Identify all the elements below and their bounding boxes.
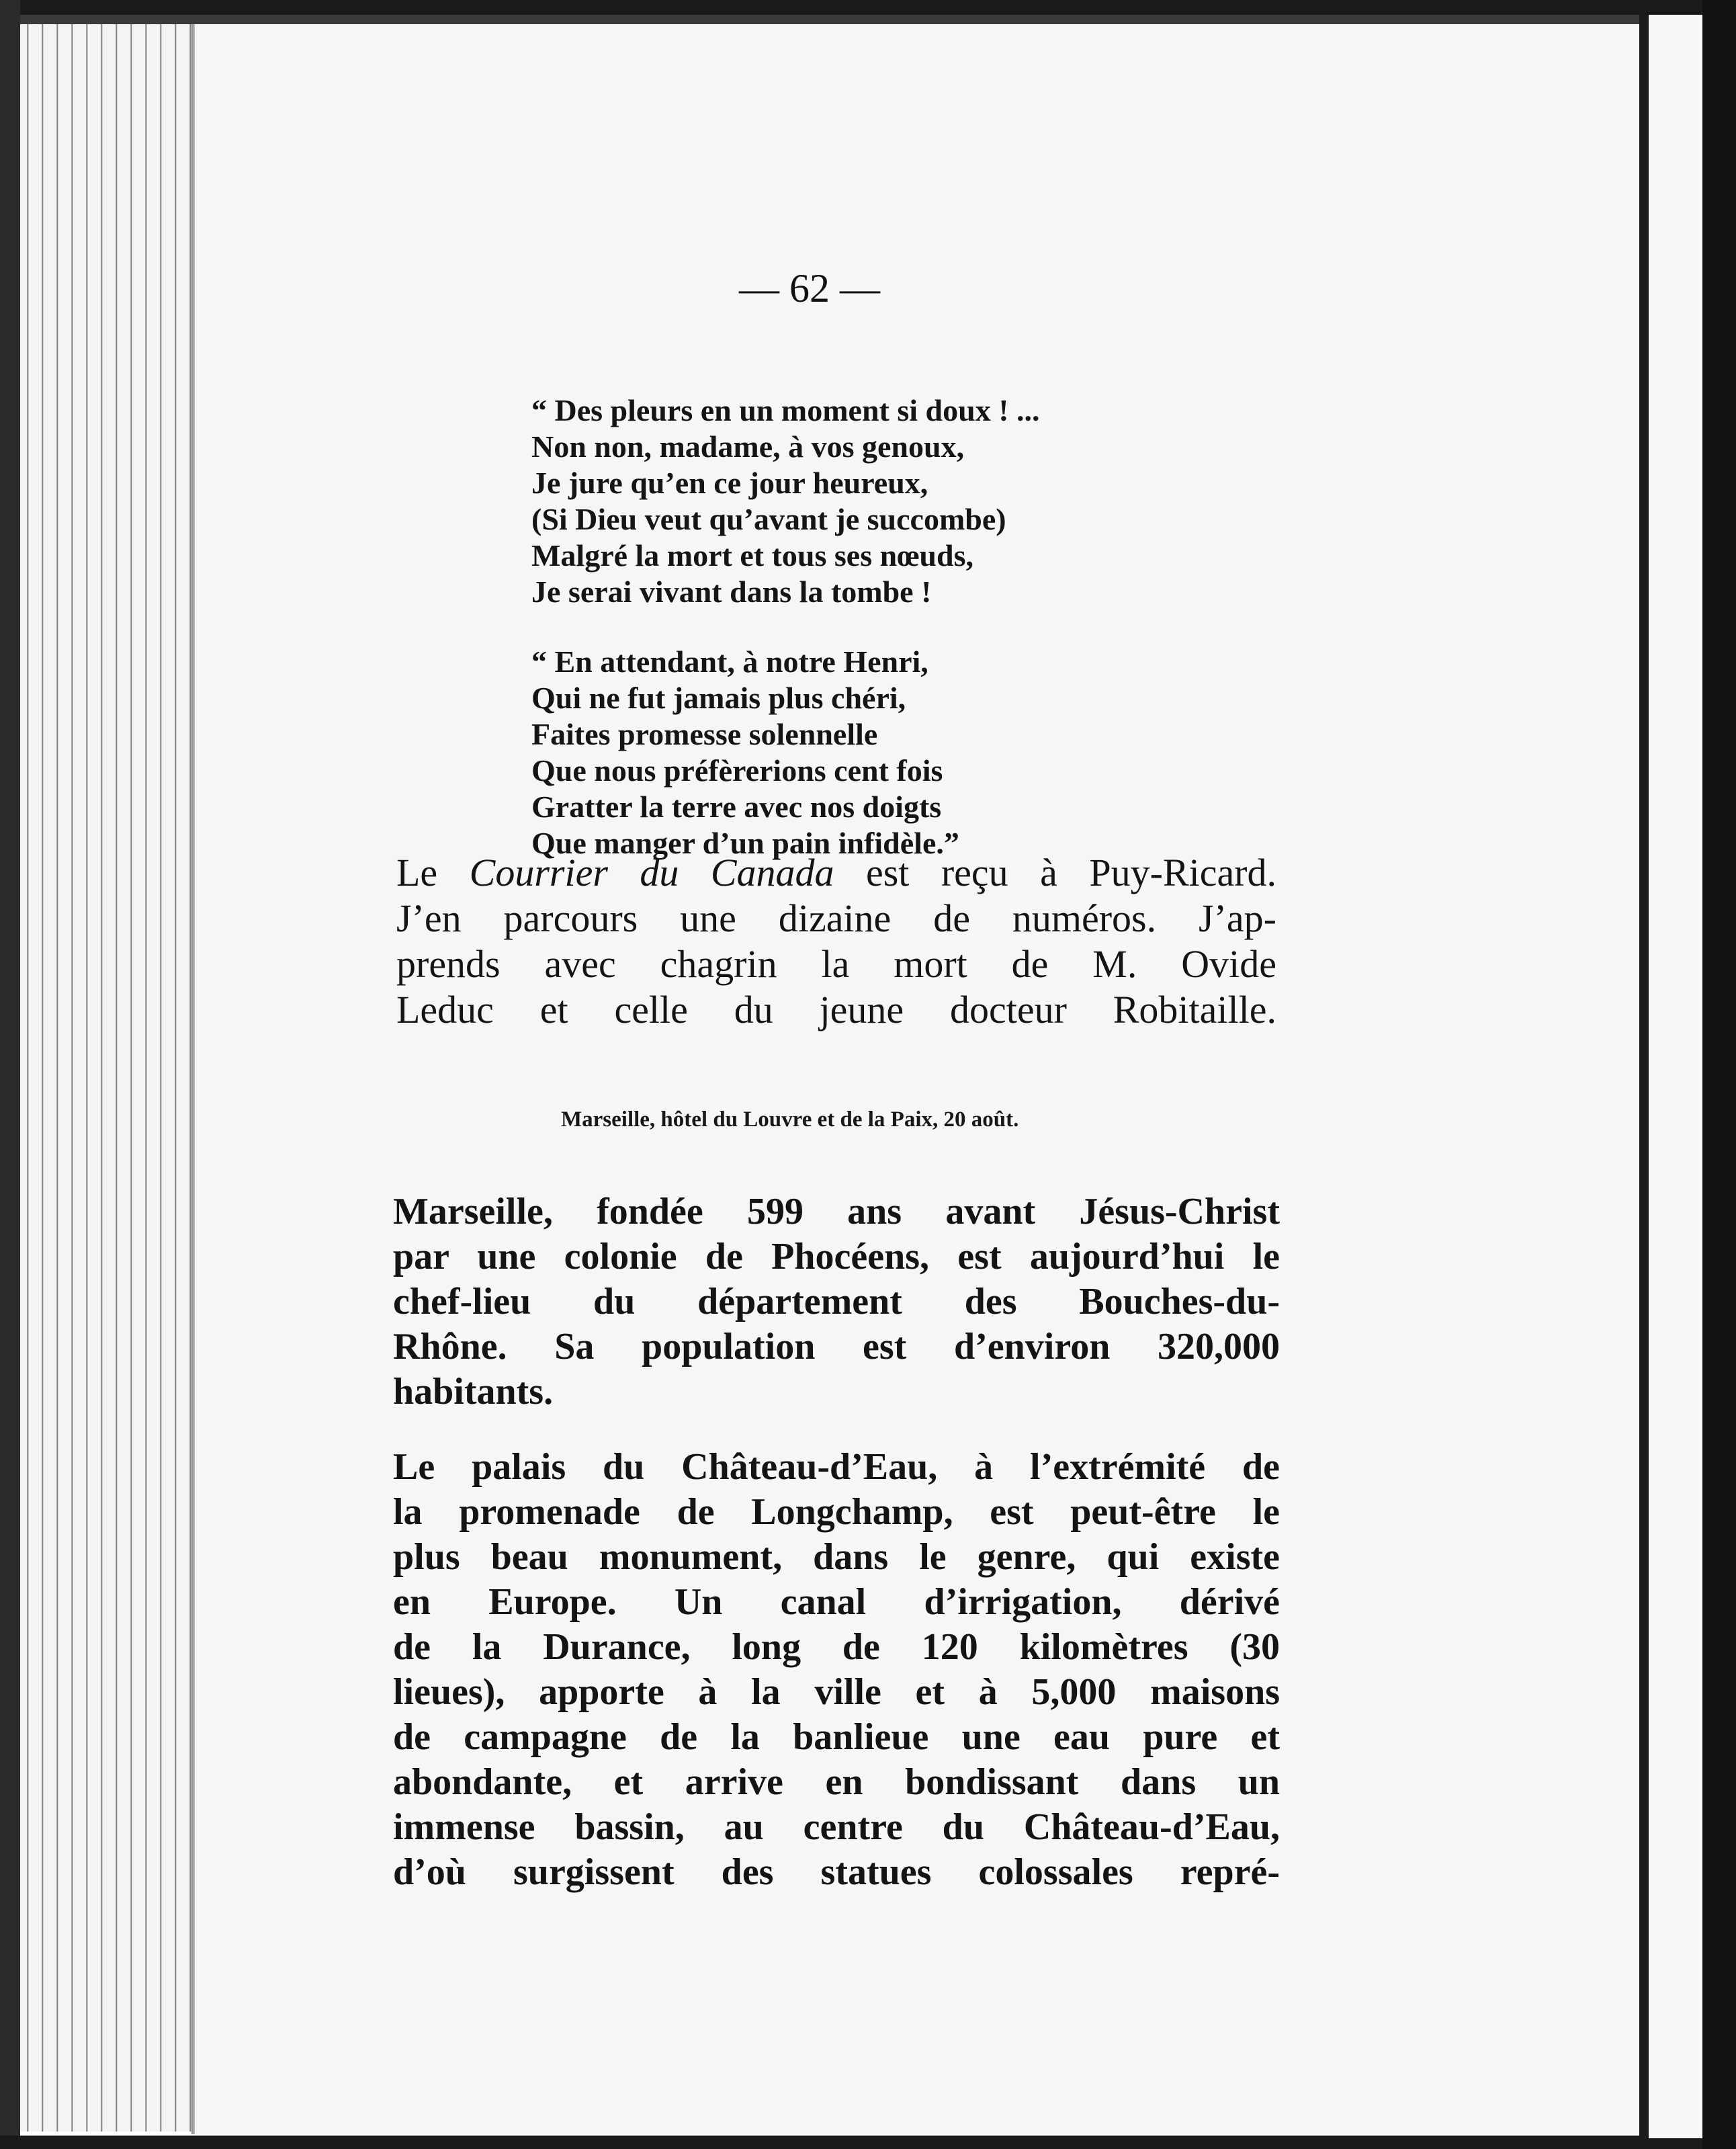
text-fragment: est reçu à Puy-Ricard. — [834, 851, 1276, 894]
text-fragment: Le — [396, 851, 470, 894]
scanner-border-left — [0, 0, 20, 2149]
scanner-border-top — [0, 0, 1736, 15]
paragraph-line: lieues), apporte à la ville et à 5,000 maisons — [393, 1671, 1280, 1713]
paragraph-line: J’en parcours une dizaine de numéros. J’ap- — [396, 896, 1276, 940]
paragraph-line: de la Durance, long de 120 kilomètres (30 — [393, 1626, 1280, 1668]
verse-line: Non non, madame, à vos genoux, — [531, 429, 965, 464]
paragraph-line: Rhône. Sa population est d’environ 320,000 — [393, 1326, 1280, 1367]
paragraph-line — [396, 850, 1276, 896]
paragraph-line: Leduc et celle du jeune docteur Robitaille. — [396, 988, 1276, 1031]
verse-line: Je serai vivant dans la tombe ! — [531, 575, 932, 609]
verse-line: Faites promesse solennelle — [531, 717, 878, 751]
paragraph-line: en Europe. Un canal d’irrigation, dérivé — [393, 1581, 1280, 1623]
verse-line: (Si Dieu veut qu’avant je succombe) — [531, 502, 1006, 536]
paragraph-line: par une colonie de Phocéens, est aujourd’hui le — [393, 1236, 1280, 1277]
verse-line: Malgré la mort et tous ses nœuds, — [531, 538, 973, 573]
paragraph-line: plus beau monument, dans le genre, qui existe — [393, 1536, 1280, 1578]
paragraph-line: Marseille, fondée 599 ans avant Jésus-Christ — [393, 1191, 1280, 1232]
dateline: Marseille, hôtel du Louvre et de la Paix, 20 août. — [561, 1107, 1019, 1132]
scanner-border-right — [1702, 0, 1736, 2149]
book-gutter — [1639, 15, 1649, 2138]
paragraph-marseille — [393, 1189, 1280, 1415]
verse-line: “ Des pleurs en un moment si doux ! ... — [531, 393, 1040, 427]
paragraph-line: habitants. — [393, 1371, 554, 1413]
page-number: — 62 — — [739, 266, 880, 310]
book-page-edges — [20, 15, 195, 2132]
paragraph-line: prends avec chagrin la mort de M. Ovide — [396, 942, 1276, 986]
paragraph-line: immense bassin, au centre du Château-d’Eau, — [393, 1806, 1280, 1848]
verse-line: Que manger d’un pain infidèle.” — [531, 826, 959, 860]
paragraph-chateau-deau — [393, 1445, 1280, 1895]
paragraph-courrier — [396, 850, 1276, 1033]
verse-stanza-1 — [501, 356, 1040, 646]
newspaper-title: Courrier du Canada — [469, 851, 834, 894]
paragraph-line: chef-lieu du département des Bouches-du- — [393, 1281, 1280, 1322]
verse-line: “ En attendant, à notre Henri, — [531, 644, 928, 679]
paragraph-line: Le palais du Château-d’Eau, à l’extrémité de — [393, 1446, 1280, 1488]
paragraph-line: de campagne de la banlieue une eau pure et — [393, 1716, 1280, 1758]
verse-line: Gratter la terre avec nos doigts — [531, 790, 942, 824]
scanner-border-bottom — [0, 2136, 1736, 2149]
verse-line: Que nous préfèrerions cent fois — [531, 753, 943, 788]
verse-line: Qui ne fut jamais plus chéri, — [531, 681, 906, 715]
paragraph-line: la promenade de Longchamp, est peut-être le — [393, 1491, 1280, 1533]
verse-line: Je jure qu’en ce jour heureux, — [531, 466, 928, 500]
paragraph-line: d’où surgissent des statues colossales repré- — [393, 1851, 1280, 1893]
book-top-edge — [20, 15, 1646, 24]
paragraph-line: abondante, et arrive en bondissant dans un — [393, 1761, 1280, 1803]
facing-page-edge — [1649, 15, 1702, 2138]
